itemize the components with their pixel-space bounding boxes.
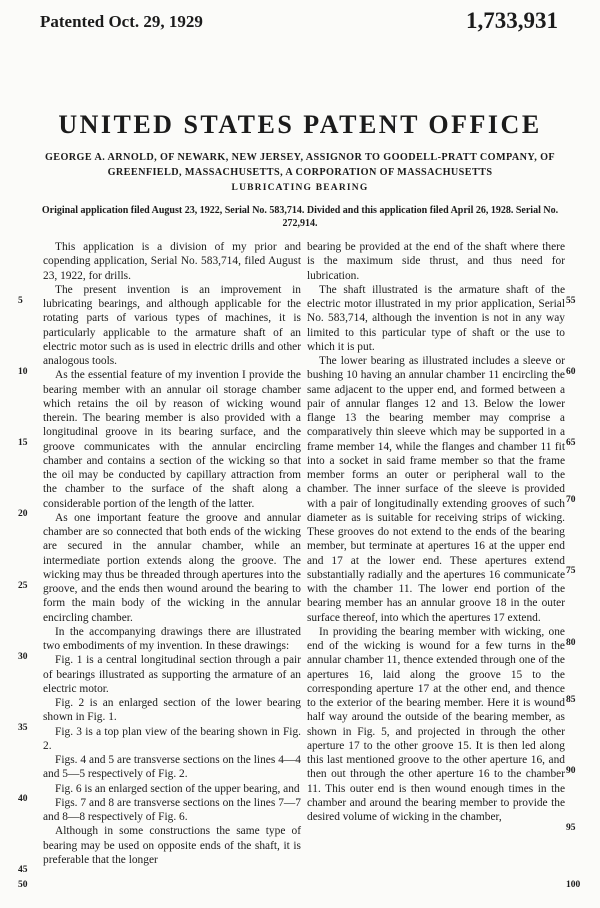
right-column <box>307 240 565 824</box>
filing-info: Original application filed August 23, 1922, Serial No. 583,714. Divided and this application filed April 26, 1928. Serial No. 272,914. <box>41 205 559 229</box>
line-number: 80 <box>566 638 576 648</box>
subject-title: LUBRICATING BEARING <box>231 183 369 193</box>
paragraph: Fig. 6 is an enlarged section of the upper bearing, and <box>55 782 300 795</box>
assignor-line: GEORGE A. ARNOLD, OF NEWARK, NEW JERSEY, ASSIGNOR TO GOODELL-PRATT COMPANY, OF GREENFIELD, MASSACHUSETTS, A CORPORATION OF MASSACHUSETTS <box>44 152 556 178</box>
line-number: 40 <box>18 794 28 804</box>
paragraph: Figs. 7 and 8 are transverse sections on the lines 7—7 and 8—8 respectively of Fig. 6. <box>43 796 301 823</box>
paragraph: Fig. 3 is a top plan view of the bearing shown in Fig. 2. <box>43 725 301 752</box>
line-number: 35 <box>18 723 28 733</box>
paragraph: The present invention is an improvement in lubricating bearings, and although applicable for the rotating parts of various types of machines, it is particularly applicable to the armature shaft of an electric motor such as is used in electric drills and other analogous tools. <box>43 283 301 367</box>
line-number: 5 <box>18 296 23 306</box>
line-number: 30 <box>18 652 28 662</box>
line-number: 10 <box>18 367 28 377</box>
paragraph: bearing be provided at the end of the shaft where there is the maximum side thrust, and thus need for lubrication. <box>307 241 565 282</box>
line-number: 85 <box>566 695 576 705</box>
office-title: UNITED STATES PATENT OFFICE <box>58 110 542 139</box>
line-number: 100 <box>566 880 581 890</box>
line-number: 75 <box>566 566 576 576</box>
paragraph: Fig. 2 is an enlarged section of the lower bearing shown in Fig. 1. <box>43 697 301 724</box>
paragraph: Although in some constructions the same type of bearing may be used on opposite ends of the shaft, it is preferable that the longer <box>43 825 301 866</box>
paragraph: Fig. 1 is a central longitudinal section through a pair of bearings illustrated as supporting the armature of an electric motor. <box>43 654 301 695</box>
line-number: 50 <box>18 880 28 890</box>
paragraph: In the accompanying drawings there are illustrated two embodiments of my invention. In these drawings: <box>43 625 301 652</box>
line-number: 15 <box>18 438 28 448</box>
line-number: 55 <box>566 296 576 306</box>
line-number: 25 <box>18 581 28 591</box>
paragraph: Figs. 4 and 5 are transverse sections on the lines 4—4 and 5—5 respectively of Fig. 2. <box>43 754 301 781</box>
paragraph: This application is a division of my prior and copending application, Serial No. 583,714, filed August 23, 1922, for drills. <box>43 241 301 282</box>
line-number: 65 <box>566 438 576 448</box>
line-number: 20 <box>18 509 28 519</box>
line-number: 45 <box>18 865 28 875</box>
line-number: 90 <box>566 766 576 776</box>
paragraph: In providing the bearing member with wicking, one end of the wicking is wound for a few turns in the annular chamber 11, thence extended through one of the apertures 16, laid along the groove 15 to the corresponding aperture 17 at the other end, and thence to the exterior of the bearing member. Here it is wound half way around the outside of the bearing member, as shown in Fig. 5, and projected in through the other aperture 17 to the other groove 15. It is then led along this last mentioned groove to the other aperture 16, and then out through the other aperture 16 to the chamber 11. This outer end is then wound enough times in the chamber and around the bearing member to provide the desired volume of wicking in the chamber, <box>307 625 565 823</box>
line-number: 95 <box>566 823 576 833</box>
paragraph: As the essential feature of my invention I provide the bearing member with an annular oil storage chamber which retains the oil by reason of wicking wound therein. The bearing member is also provided with a longitudinal groove in its bearing surface, and the groove communicates with the annular encircling chamber and contains a section of the wicking so that the oil may be conducted by capillary attraction from the chamber to the surface of the shaft along a considerable portion of the length of the latter. <box>43 369 301 510</box>
patent-date: Patented Oct. 29, 1929 <box>40 12 203 31</box>
patent-number: 1,733,931 <box>466 8 558 33</box>
line-number: 70 <box>566 495 576 505</box>
line-number: 60 <box>566 367 576 377</box>
paragraph: As one important feature the groove and annular chamber are so connected that both ends of the wicking are secured in the annular chamber, while an intermediate portion extends along the groove. The wicking may thus be threaded through apertures into the groove, and the ends then wound around the bearing to form the main body of the wicking in the annular encircling chamber. <box>43 511 301 624</box>
paragraph: The lower bearing as illustrated includes a sleeve or bushing 10 having an annular chamber 11 encircling the same adjacent to the upper end, and formed between a pair of annular flanges 12 and 13. Below the lower flange 13 the bearing member may comprise a comparatively thin sleeve which may be supported in a frame member 14, while the flanges and chamber 11 fit into a socket in said frame member so that the frame member forms an outer or peripheral wall to the chamber. The inner surface of the sleeve is provided with a pair of longitudinally extending grooves of such diameter as is suitable for receiving strips of wicking. These grooves do not extend to the ends of the bearing member, but terminate at apertures 16 at the upper end and 17 at the lower end. These apertures extend substantially radially and the apertures 16 communicate with the chamber 11. The lower end portion of the bearing member has an annular groove 18 in the outer surface thereof, into which the apertures 17 extend. <box>307 355 565 624</box>
paragraph: The shaft illustrated is the armature shaft of the electric motor illustrated in my prior application, Serial No. 583,714, although the invention is not in any way limited to this particular type of shaft or the use to which it is put. <box>307 283 565 353</box>
left-column <box>43 240 301 867</box>
